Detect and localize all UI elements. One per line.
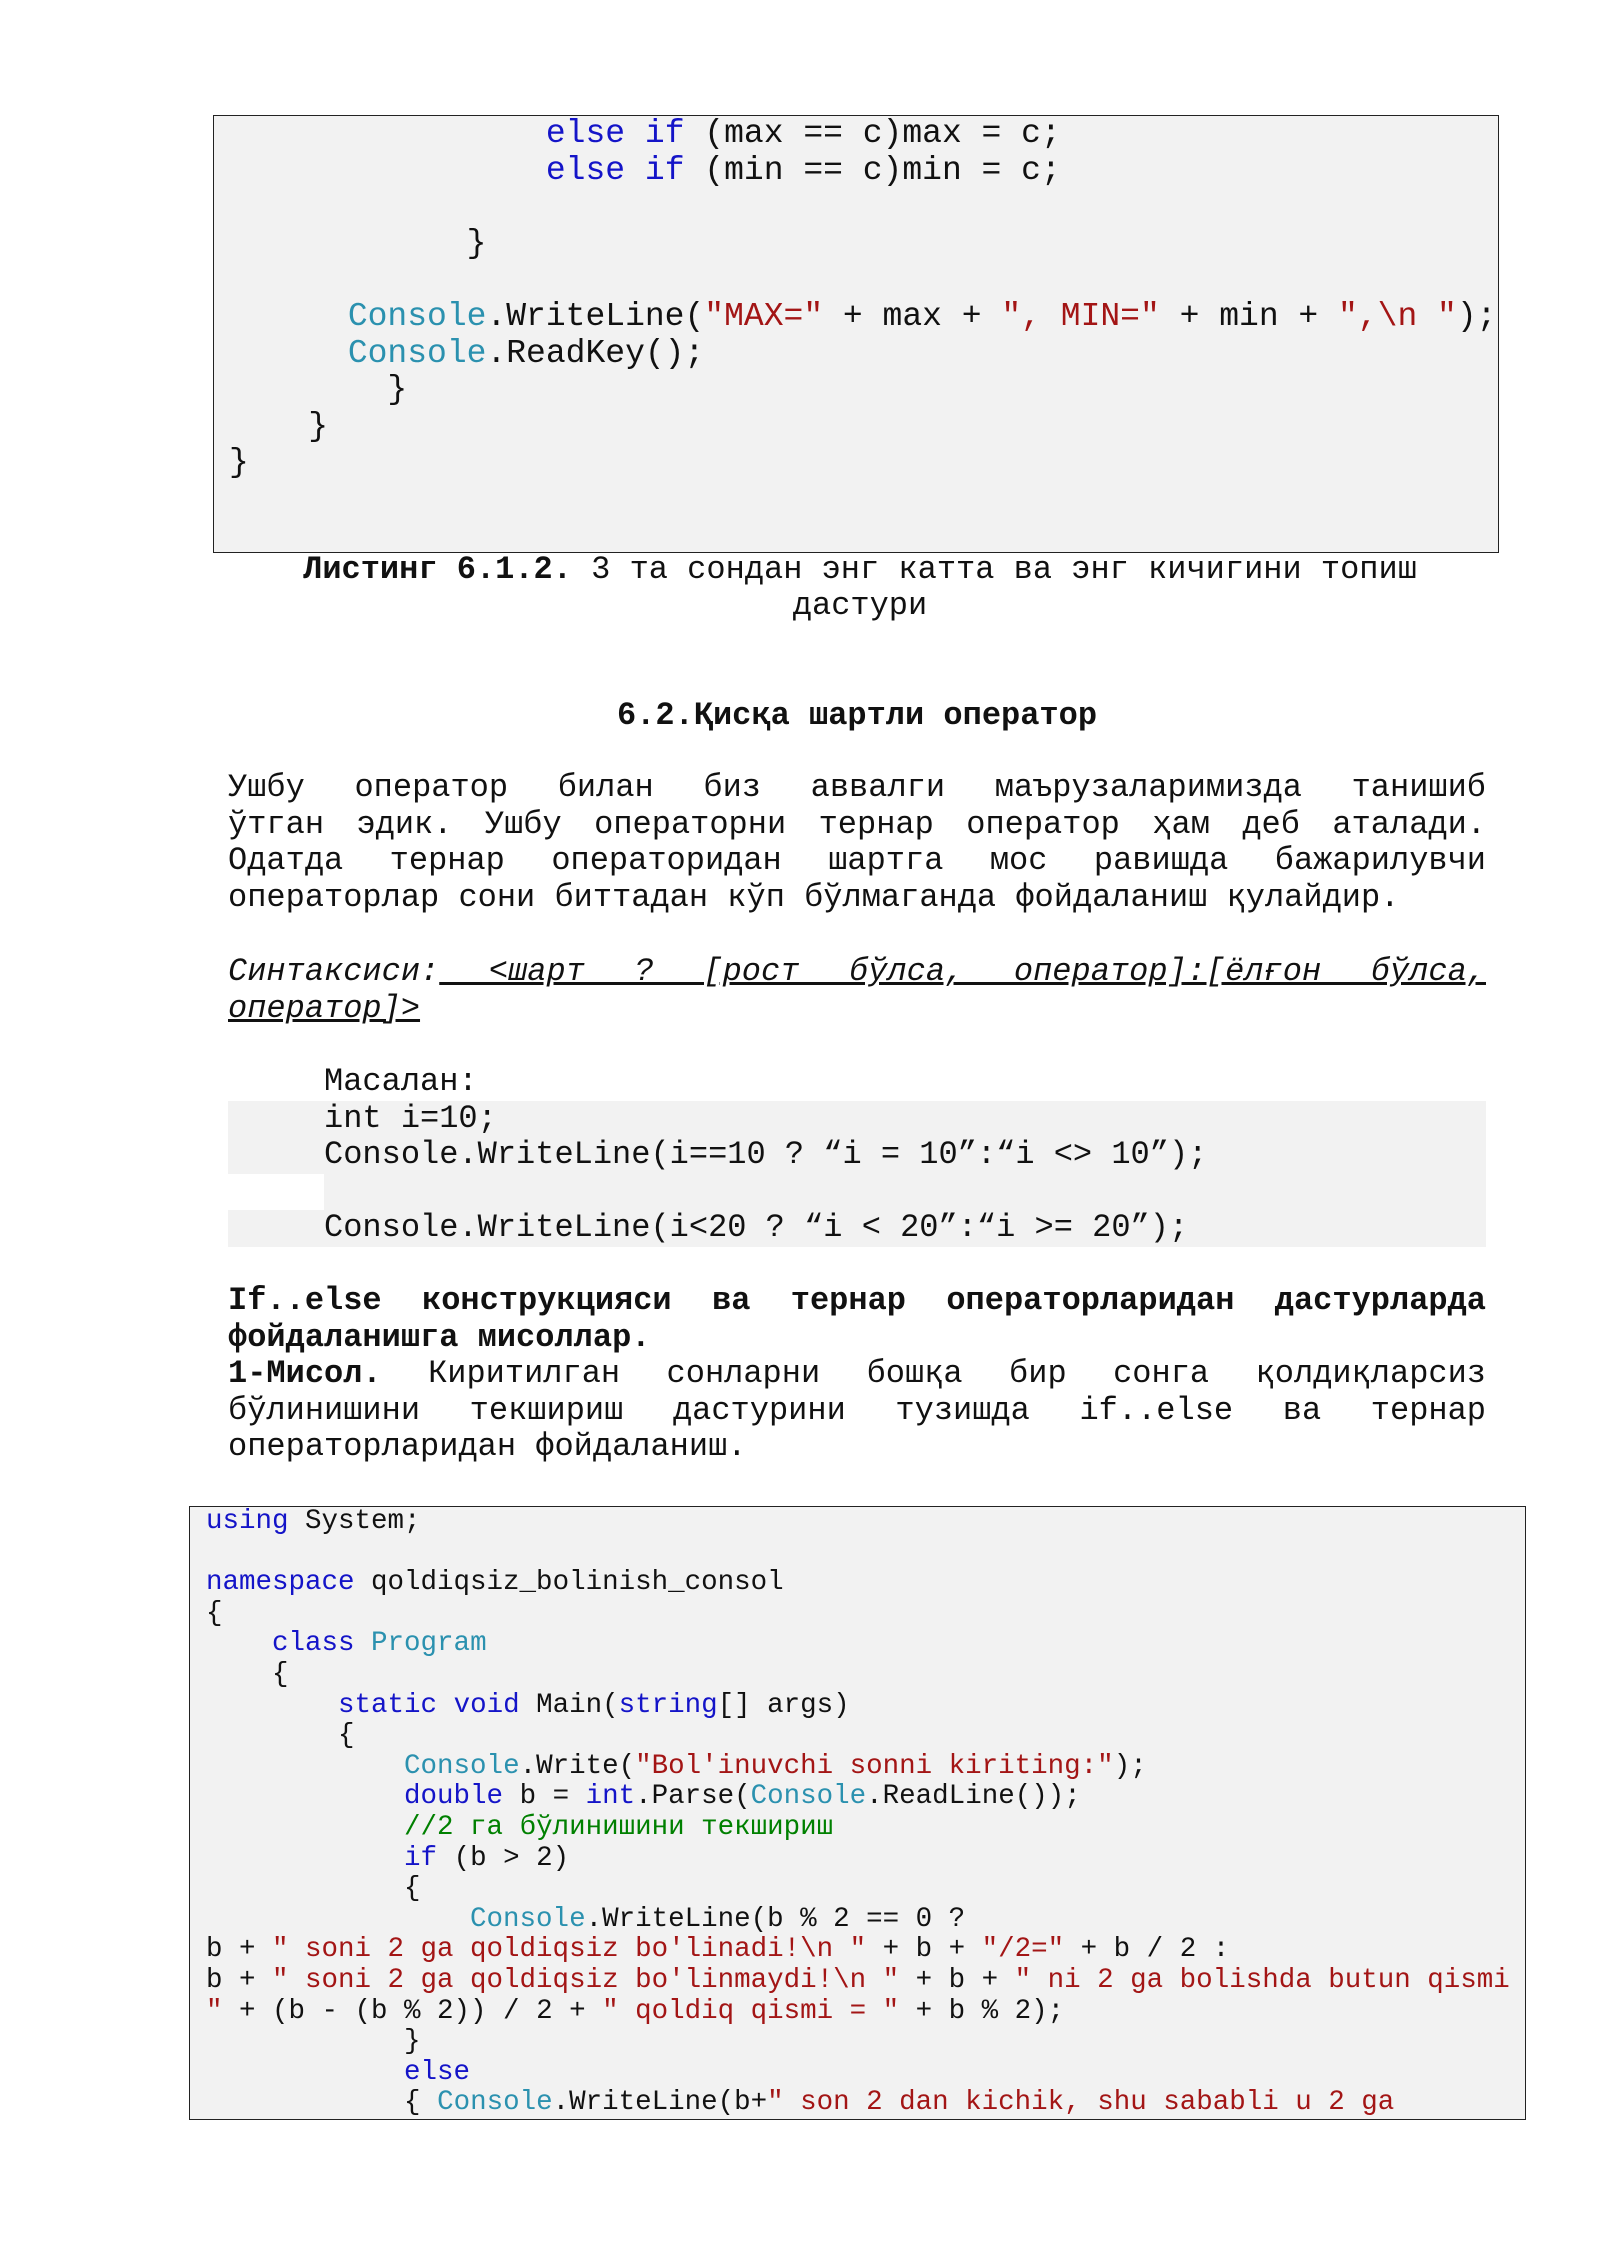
syntax-body-continued: оператор]> bbox=[228, 989, 421, 1027]
code-listing-2-text: using System; namespace qoldiqsiz_bolinish_consol { class Program { static void Main(string[] args) { Console.Write("Bol'inuvchi sonni kiriting:"); double b = int.Parse(Console.ReadLine()); //2 га бўлинишини текшириш if (b > 2) { Console.WriteLine(b % 2 == 0 ? b + " soni 2 ga qoldiqsiz bo'linadi!\n " + b + "/2=" + b / 2 : b + " soni 2 ga qoldiqsiz bo'linmaydi!\n " + b + " ni 2 ga bolishda butun qismi " + (b - (b % 2)) / 2 + " qoldiq qismi = " + b % 2); } else { Console.WriteLine(b+" son 2 dan kichik, shu sababli u 2 ga bbox=[206, 1506, 1510, 2119]
syntax-label: Синтаксиси: bbox=[228, 953, 440, 990]
example1-label: 1-Мисол. bbox=[228, 1355, 382, 1393]
example-code: int i=10; Console.WriteLine(i==10 ? “i = 10”:“i <> 10”); Console.WriteLine(i<20 ? “i < 20”:“i >= 20”); bbox=[228, 1101, 1486, 1247]
intro-paragraph: Ушбу оператор билан биз аввалги маърузаларимизда танишиб ўтган эдик. Ушбу операторни тернар оператор ҳам деб аталади. Одатда тернар операторидан шартга мос равишда бажарилувчи операторлар сони биттадан кўп бўлмаганда фойдаланиш қулайдир. bbox=[228, 769, 1486, 916]
caption-label: Листинг 6.1.2. bbox=[303, 551, 572, 588]
section-heading: 6.2.Қисқа шартли оператор bbox=[616, 697, 1098, 734]
code-listing-1-text: else if (max == c)max = c; else if (min == c)min = c; } Console.WriteLine("MAX=" + max + ", MIN=" + min + ",\n "); Console.ReadKey(); } } } bbox=[229, 115, 1497, 482]
example-block bbox=[228, 1064, 1486, 1247]
listing-caption bbox=[230, 552, 1490, 624]
syntax-body: <шарт ? [рост бўлса, оператор]:[ёлғон бўлса, bbox=[439, 953, 1486, 990]
example-label: Масалан: bbox=[324, 1063, 478, 1100]
examples-intro: If..else конструкцияси ва тернар операторларидан дастурларда фойдаланишга мисоллар. 1-Мисол. Киритилган сонларни бошқа бир сонга қолдиқларсиз бўлинишини текшириш дастурини тузишда if..else ва тернар операторларидан фойдаланиш. bbox=[228, 1282, 1486, 1466]
code-listing-2 bbox=[189, 1506, 1526, 2120]
syntax-line bbox=[228, 954, 1486, 1027]
caption-text: 3 та сондан энг катта ва энг кичигини топиш дастури bbox=[571, 551, 1417, 624]
code-listing-1 bbox=[213, 115, 1499, 553]
